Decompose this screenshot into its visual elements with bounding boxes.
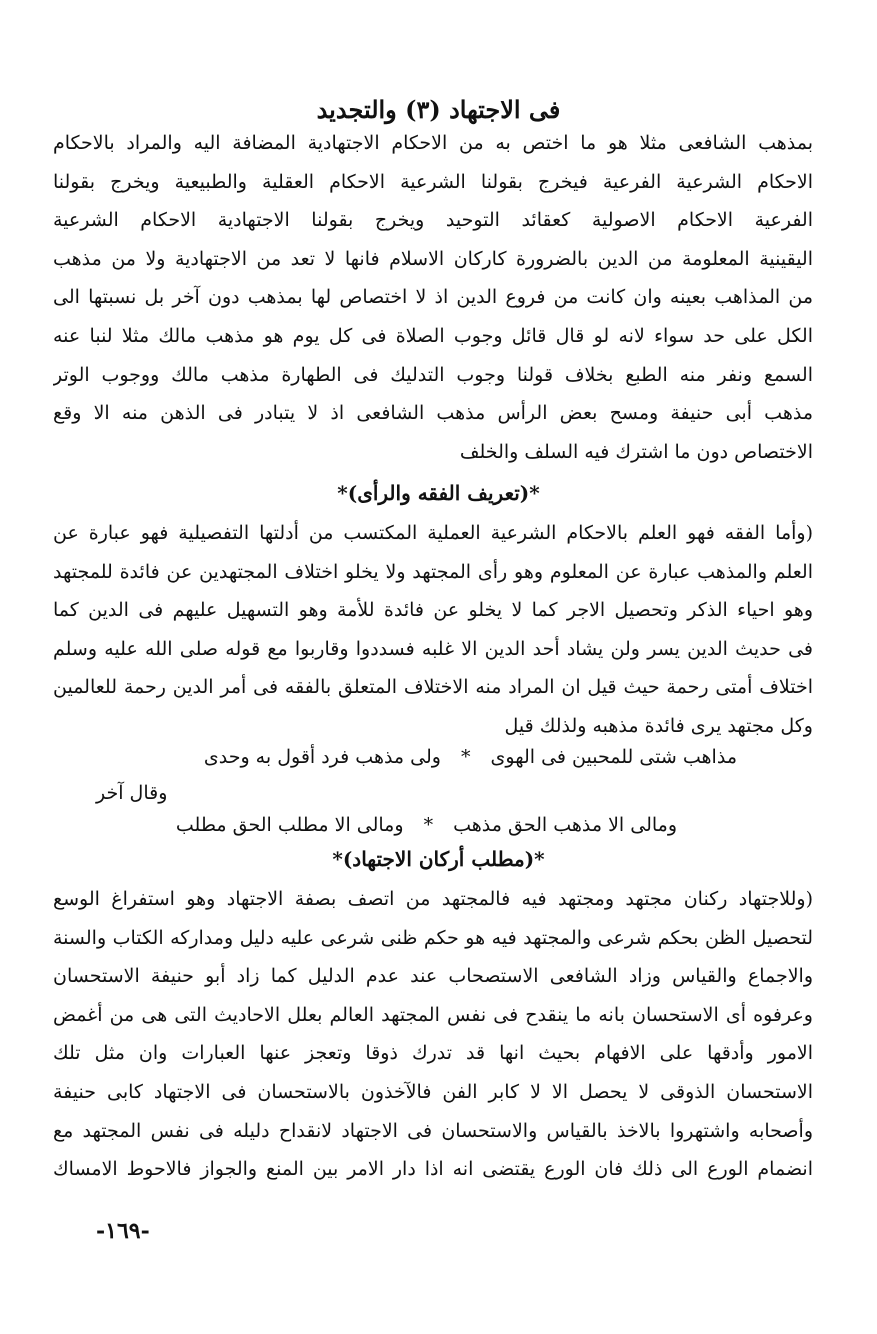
poetry-verse-2 — [176, 808, 677, 842]
text-line: لتحصيل الظن بحكم شرعى والمجتهد فيه هو حكم ظنى شرعى عليه دليل ومداركه الكتاب والسنة — [53, 926, 813, 949]
text-line: الاحكام الشرعية الفرعية فيخرج بقولنا الشرعية الاحكام العقلية والطبيعية ويخرج بقولنا — [53, 170, 813, 193]
text-line: من المذاهب بعينه وان كانت من فروع الدين اذ لا اختصاص لها بمذهب دون آخر بل نسبتها الى — [53, 286, 813, 309]
text-line: انضمام الورع الى ذلك فان الورع يقتضى انه اذا دار الامر بين المنع والجواز فالاحوط الامساك — [53, 1158, 813, 1181]
text-line: الفرعية الاحكام الاصولية كعقائد التوحيد ويخرج بقولنا الاجتهادية الاحكام الشرعية — [53, 209, 813, 232]
text-line: السمع ونفر منه الطبع بخلاف قولنا وجوب التدليك فى الطهارة مذهب مالك ووجوب الوتر — [53, 363, 813, 386]
running-head: فى الاجتهاد (٣) والتجديد — [316, 95, 561, 124]
text-line: (وللاجتهاد ركنان مجتهد ومجتهد فيه فالمجتهد من اتصف بصفة الاجتهاد وهو استفراغ الوسع — [53, 888, 813, 910]
text-line: الامور وأدقها على الافهام بحيث انها قد تدرك ذوقا وتعجز عنها العبارات وان مثل تلك — [53, 1042, 813, 1065]
text-line: الكل على حد سواء لانه لو قال قائل وجوب الصلاة فى كل يوم هو مذهب مالك مثلا لنبا عنه — [53, 324, 813, 347]
text-line: اليقينية المعلومة من الدين بالضرورة كاركان الاسلام فانها لا تعد من الاجتهادية ولا من مذهب — [53, 247, 813, 270]
text-line: العلم والمذهب عبارة عن المعلوم وهو رأى المجتهد ولا يخلو اختلاف المجتهدين عن فائدة للمجتهد — [53, 560, 813, 583]
text-line: اختلاف أمتى رحمة حيث قيل ان المراد منه الاختلاف المتعلق بالفقه فى أمر الدين رحمة للعالمين — [53, 676, 813, 699]
text-line: الاستحسان الذوقى لا يحصل الا لا كابر الفن فالآخذون بالاستحسان فى الاجتهاد كابى حنيفة — [53, 1080, 813, 1103]
paragraph-ijtihad — [53, 880, 813, 1189]
verse-separator: * — [461, 746, 471, 768]
text-line: (وأما الفقه فهو العلم بالاحكام الشرعية العملية المكتسب من أدلتها التفصيلية فهو عبارة عن — [53, 522, 813, 544]
text-line: وهو احياء الذكر وتحصيل الاجر كما لا يخلو عن فائدة للأمة وهو التسهيل عليهم فى الدين كما — [53, 599, 813, 622]
paragraph-continuation — [53, 124, 813, 471]
text-line: بمذهب الشافعى مثلا هو ما اختص به من الاحكام الاجتهادية المضافة اليه والمراد بالاحكام — [53, 132, 813, 154]
another-poet-said: وقال آخر — [96, 782, 168, 804]
verse-hemistich-second: ومالى الا مطلب الحق مطلب — [175, 814, 404, 836]
verse-hemistich-first: ومالى الا مذهب الحق مذهب — [453, 814, 677, 836]
text-line: الاختصاص دون ما اشترك فيه السلف والخلف — [459, 440, 813, 463]
section-heading-fiqh-definition: *(تعريف الفقه والرأى)* — [337, 481, 540, 505]
text-line: وعرفوه أى الاستحسان بانه ما ينقدح فى نفس المجتهد العالم بعلل الاحاديث التى هى من أغمض — [53, 1003, 813, 1026]
text-line: فى حديث الدين يسر ولن يشاد أحد الدين الا غلبه فسددوا وقاربوا مع قوله صلى الله عليه وسلم — [53, 637, 813, 660]
poetry-verse-1 — [204, 740, 737, 774]
text-line: والاجماع والقياس وزاد الشافعى الاستصحاب عند عدم الدليل كما زاد أبو حنيفة الاستحسان — [53, 965, 813, 988]
paragraph-fiqh — [53, 514, 813, 746]
text-line: وكل مجتهد يرى فائدة مذهبه ولذلك قيل — [504, 714, 813, 737]
text-line: مذهب أبى حنيفة ومسح بعض الرأس مذهب الشافعى اذ لا يتبادر فى الذهن منه الا وقع — [53, 402, 813, 425]
section-heading-ijtihad-pillars: *(مطلب أركان الاجتهاد)* — [332, 847, 545, 871]
verse-hemistich-first: مذاهب شتى للمحبين فى الهوى — [490, 746, 737, 768]
verse-hemistich-second: ولى مذهب فرد أقول به وحدى — [203, 746, 441, 768]
page-number: -١٦٩- — [96, 1218, 150, 1244]
text-line: وأصحابه واشتهروا بالاخذ بالقياس والاستحسان فى الاجتهاد لانقداح دليله فى نفس المجتهد مع — [53, 1119, 813, 1142]
verse-separator: * — [423, 814, 434, 836]
